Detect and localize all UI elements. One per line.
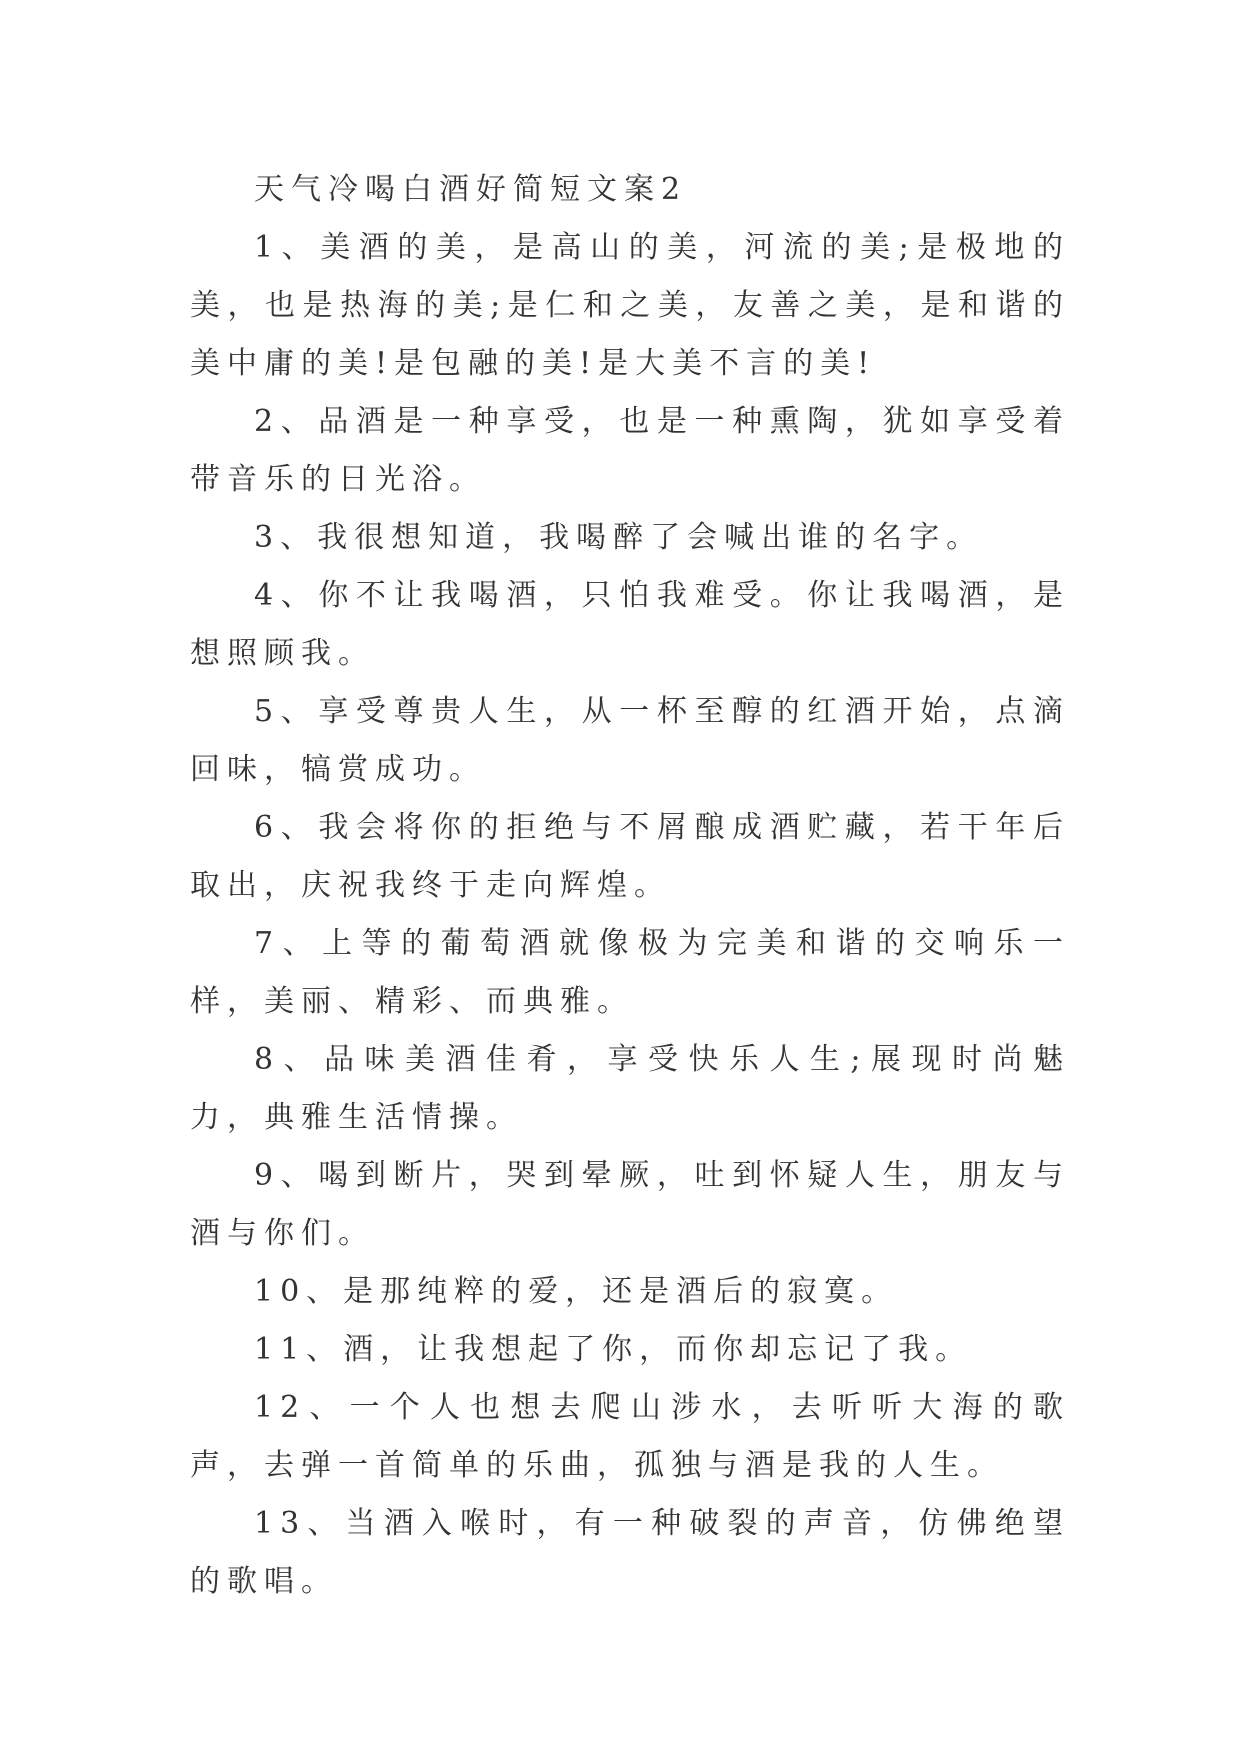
- paragraph-7: 7、上等的葡萄酒就像极为完美和谐的交响乐一样，美丽、精彩、而典雅。: [190, 926, 1070, 1019]
- paragraph-2: 2、品酒是一种享受，也是一种熏陶，犹如享受着带音乐的日光浴。: [190, 404, 1070, 497]
- paragraph-9: 9、喝到断片，哭到晕厥，吐到怀疑人生，朋友与酒与你们。: [190, 1158, 1070, 1251]
- document-title: 天气冷喝白酒好简短文案2: [254, 172, 688, 207]
- paragraph-10: 10、是那纯粹的爱，还是酒后的寂寞。: [254, 1274, 899, 1309]
- paragraph-6: 6、我会将你的拒绝与不屑酿成酒贮藏，若干年后取出，庆祝我终于走向辉煌。: [190, 810, 1070, 903]
- paragraph-4: 4、你不让我喝酒，只怕我难受。你让我喝酒，是想照顾我。: [190, 578, 1070, 671]
- paragraph-8: 8、品味美酒佳肴，享受快乐人生;展现时尚魅力，典雅生活情操。: [190, 1042, 1070, 1135]
- paragraph-13: 13、当酒入喉时，有一种破裂的声音，仿佛绝望的歌唱。: [190, 1506, 1070, 1599]
- paragraph-1: 1、美酒的美，是高山的美，河流的美;是极地的美，也是热海的美;是仁和之美，友善之美，是和谐的美中庸的美!是包融的美!是大美不言的美!: [190, 230, 1070, 381]
- paragraph-5: 5、享受尊贵人生，从一杯至醇的红酒开始，点滴回味，犒赏成功。: [190, 694, 1070, 787]
- paragraph-11: 11、酒，让我想起了你，而你却忘记了我。: [254, 1332, 973, 1367]
- paragraph-3: 3、我很想知道，我喝醉了会喊出谁的名字。: [254, 520, 984, 555]
- document-body: [190, 161, 1070, 1611]
- paragraph-12: 12、一个人也想去爬山涉水，去听听大海的歌声，去弹一首简单的乐曲，孤独与酒是我的人生。: [190, 1390, 1070, 1483]
